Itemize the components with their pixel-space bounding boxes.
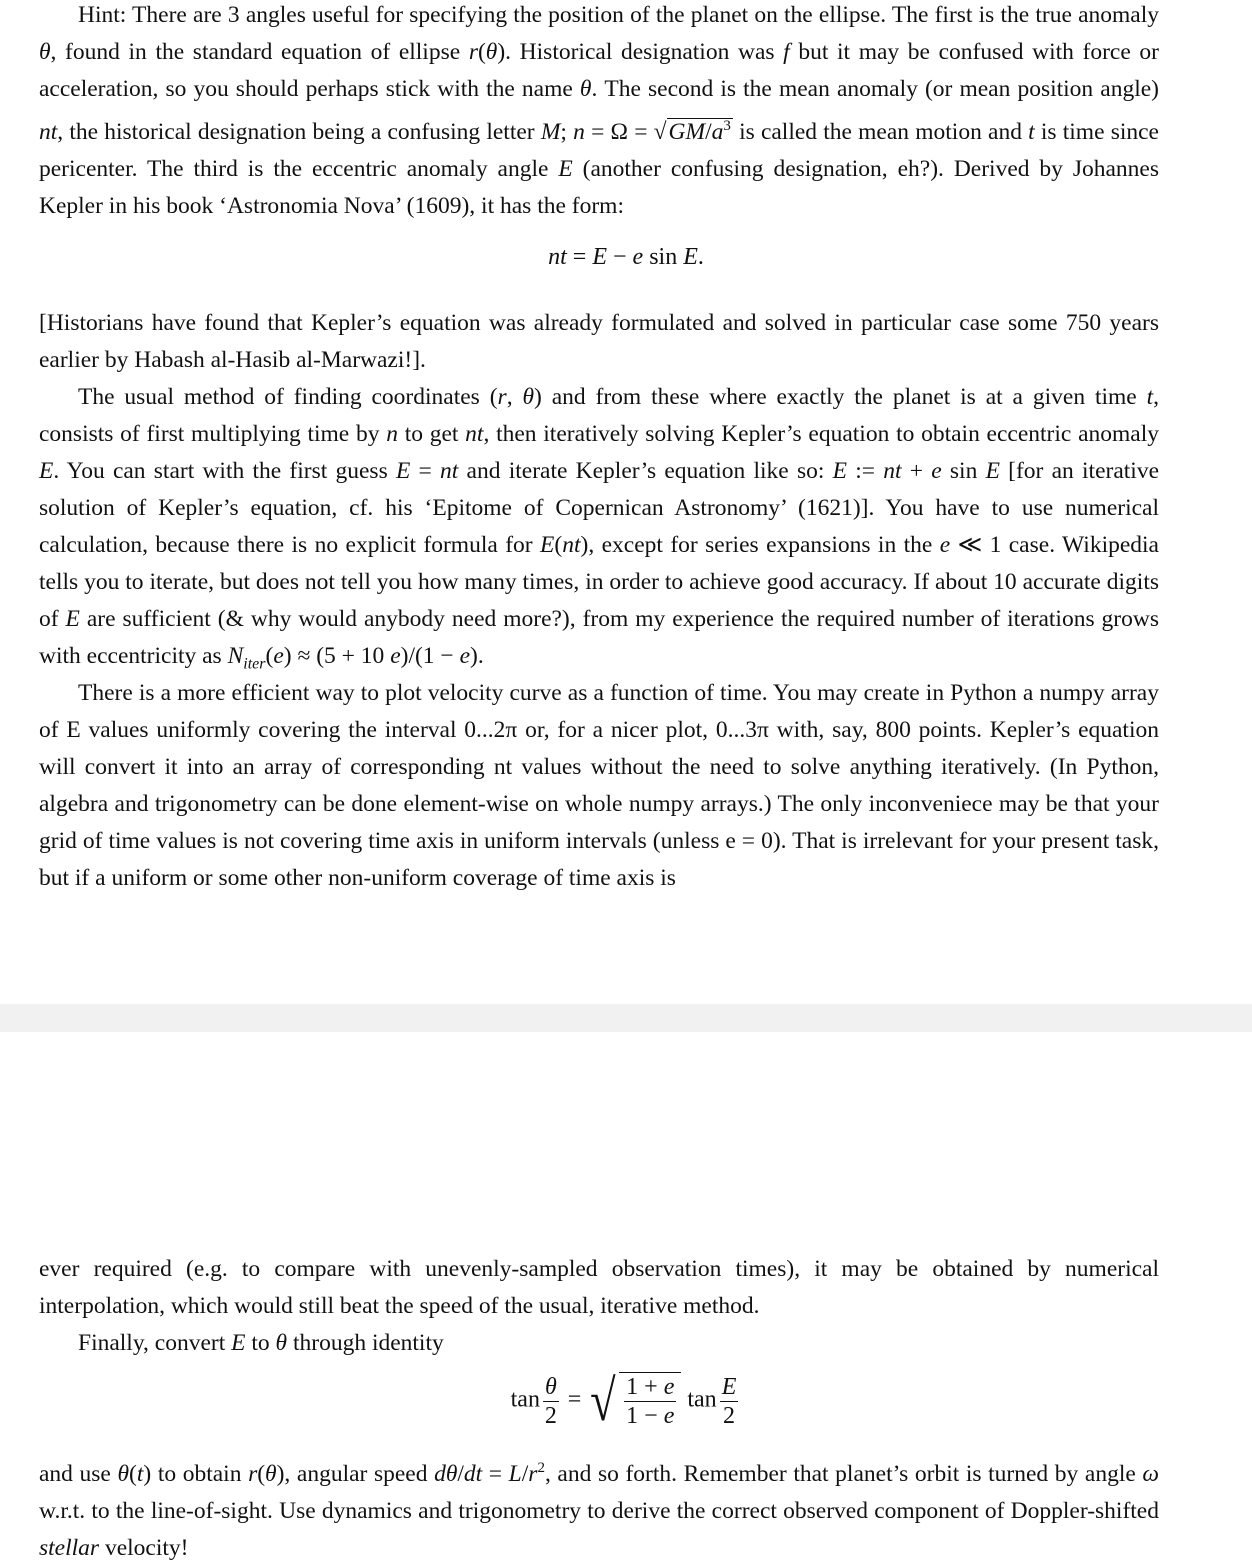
equation-kepler: nt = E − e sin E. bbox=[548, 244, 704, 270]
paragraph-interpolation: ever required (e.g. to compare with unevenly-sampled observation times), it may be obtained by numerical interpolation, which would still beat the speed of the usual, iterative method. bbox=[39, 1256, 1159, 1319]
paragraph-historians: [Historians have found that Kepler’s equation was already formulated and solved in particular case some 750 years earlier by Habash al-Hasib al-Marwazi!]. bbox=[39, 310, 1159, 373]
paragraph-finally: Finally, convert E to θ through identity bbox=[78, 1330, 444, 1356]
page-bottom bbox=[0, 1032, 1252, 1562]
paragraph-usual-method: The usual method of finding coordinates (r, θ) and from these where exactly the planet is at a given time t, consists of first multiplying time by n to get nt, then iteratively solving Kepler’s equation to obtain eccentric anomaly E. You can start with the first guess E = nt and iterate Kepler’s equation like so: E := nt + e sin E [for an iterative solution of Kepler’s equation, cf. his ‘Epitome of Copernican Astronomy’ (1621)]. You have to use numerical calculation, because there is no explicit formula for E(nt), except for series expansions in the e ≪ 1 case. Wikipedia tells you to iterate, but does not tell you how many times, in order to achieve good accuracy. If about 10 accurate digits of E are sufficient (& why would anybody need more?), from my experience the required number of iterations grows with eccentricity as $N_{iter}(e) \approx (5 + 10$ e)/(1 − e). bbox=[39, 384, 1160, 673]
page-break-gap bbox=[0, 1004, 1252, 1032]
paragraph-final: and use θ(t) to obtain r(θ), angular speed $d\theta/dt = L/r^2$, and so forth. Remember that planet’s orbit is turned by angle ω w.r.t. to the line-of-sight. Use dynamics and trigonometry to derive the correct observed component of Doppler-shifted stellar velocity! bbox=[39, 1460, 1159, 1561]
paragraph-efficient-way: There is a more efficient way to plot velocity curve as a function of time. You may create in Python a numpy array of E values uniformly covering the interval 0...2π or, for a nicer plot, 0...3π with, say, 800 points. Kepler’s equation will convert it into an array of corresponding nt values without the need to solve anything iteratively. (In Python, algebra and trigonometry can be done element-wise on whole numpy arrays.) The only inconveniece may be that your grid of time values is not covering time axis in uniform intervals (unless e = 0). That is irrelevant for your present task, but if a uniform or some other non-uniform coverage of time axis is bbox=[39, 680, 1159, 891]
paragraph-hint: Hint: There are 3 angles useful for specifying the position of the planet on the ellipse. The first is the true anomaly θ, found in the standard equation of ellipse r(θ). Historical designation was f but it may be confused with force or acceleration, so you should perhaps stick with the name θ. The second is the mean anomaly (or mean position angle) nt, the historical designation being a confusing letter M; $n = \Omega = √GM/a^3$ is called the mean motion and t is time since pericenter. The third is the eccentric anomaly angle E (another confusing designation, eh?). Derived by Johannes Kepler in his book ‘Astronomia Nova’ (1609), it has the form: bbox=[39, 2, 1160, 219]
equation-tan-identity: tan $\frac{\theta}{2}$ = √ $\frac{1 + e}{1 - e}$ tan $\frac{E}{2}$ bbox=[510, 1368, 737, 1433]
